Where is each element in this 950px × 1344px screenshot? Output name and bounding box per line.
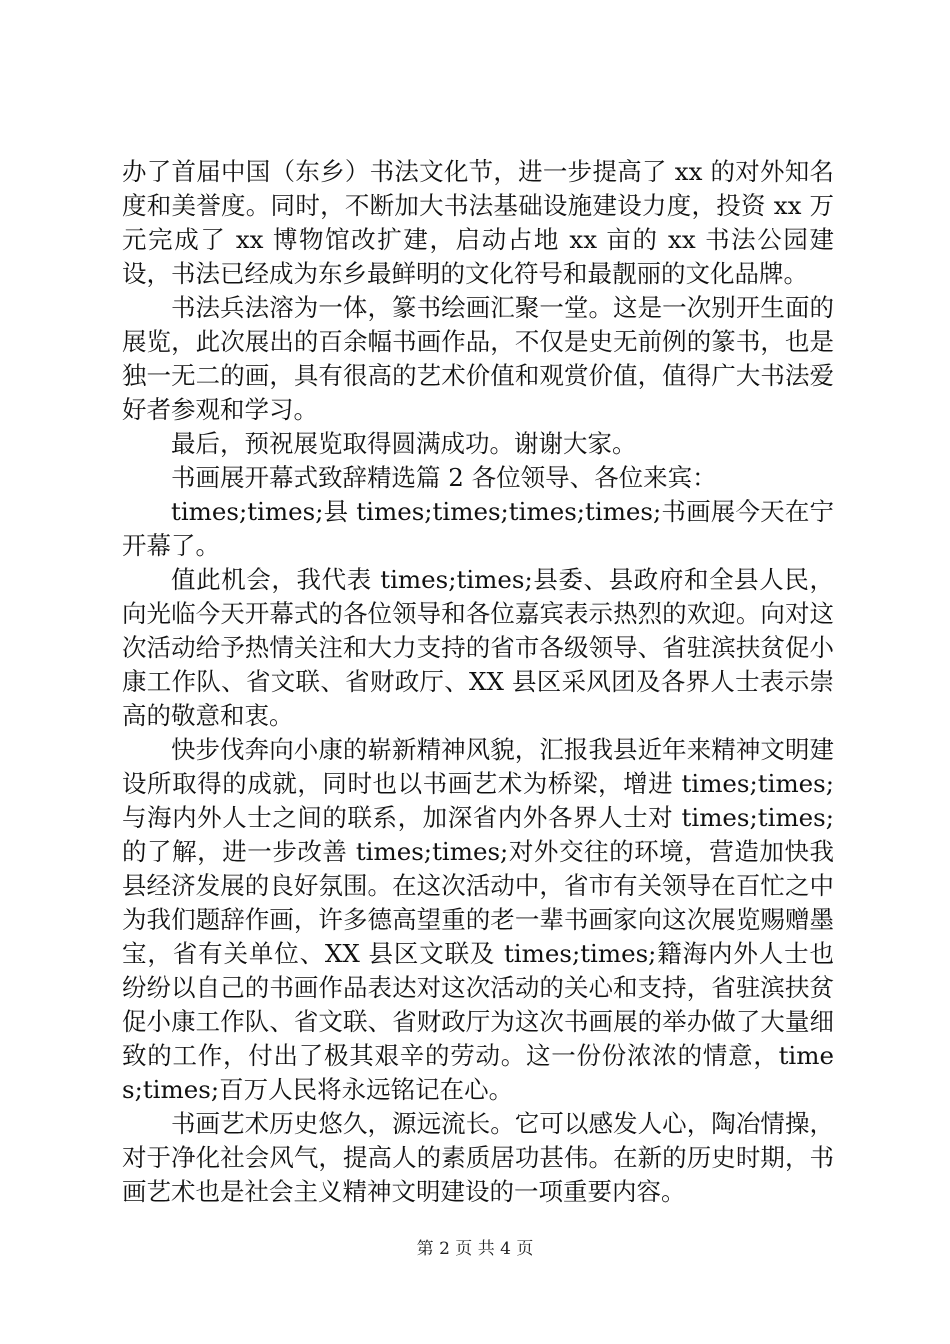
paragraph-6: 值此机会，我代表 times;times;县委、县政府和全县人民，向光临今天开幕式的各位领导和各位嘉宾表示热烈的欢迎。向对这次活动给予热情关注和大力支持的省市各级领导、省驻滨扶贫促小康工作队、省文联、省财政厅、XX 县区采风团及各界人士表示崇高的敬意和衷。 [122,565,834,730]
paragraph-1: 办了首届中国（东乡）书法文化节，进一步提高了 xx 的对外知名度和美誉度。同时，不断加大书法基础设施建设力度，投资 xx 万元完成了 xx 博物馆改扩建，启动占地 xx 亩的 xx 书法公园建设，书法已经成为东乡最鲜明的文化符号和最靓丽的文化品牌。 [122,157,834,288]
paragraph-2: 书法兵法溶为一体，篆书绘画汇聚一堂。这是一次别开生面的展览，此次展出的百余幅书画作品，不仅是史无前例的篆书，也是独一无二的画，具有很高的艺术价值和观赏价值，值得广大书法爱好者参观和学习。 [122,293,834,424]
paragraph-5: times;times;县 times;times;times;times;书画展今天在宁开幕了。 [122,497,834,560]
paragraph-4-heading: 书画展开幕式致辞精选篇 2 各位领导、各位来宾： [171,463,717,492]
page-footer: 第 2 页 共 4 页 [416,1239,534,1259]
document-body [122,155,834,1209]
paragraph-7: 快步伐奔向小康的崭新精神风貌，汇报我县近年来精神文明建设所取得的成就，同时也以书画艺术为桥梁，增进 times;times;与海内外人士之间的联系，加深省内外各界人士对 times;times;的了解，进一步改善 times;times;对外交往的环境，营造加快我县经济发展的良好氛围。在这次活动中，省市有关领导在百忙之中为我们题辞作画，许多德高望重的老一辈书画家向这次展览赐赠墨宝，省有关单位、XX 县区文联及 times;times;籍海内外人士也纷纷以自己的书画作品表达对这次活动的关心和支持，省驻滨扶贫促小康工作队、省文联、省财政厅为这次书画展的举办做了大量细致的工作，付出了极其艰辛的劳动。这一份份浓浓的情意，times;times;百万人民将永远铭记在心。 [122,735,834,1104]
paragraph-8: 书画艺术历史悠久，源远流长。它可以感发人心，陶冶情操，对于净化社会风气，提高人的素质居功甚伟。在新的历史时期，书画艺术也是社会主义精神文明建设的一项重要内容。 [122,1109,834,1206]
paragraph-3: 最后，预祝展览取得圆满成功。谢谢大家。 [171,429,637,458]
